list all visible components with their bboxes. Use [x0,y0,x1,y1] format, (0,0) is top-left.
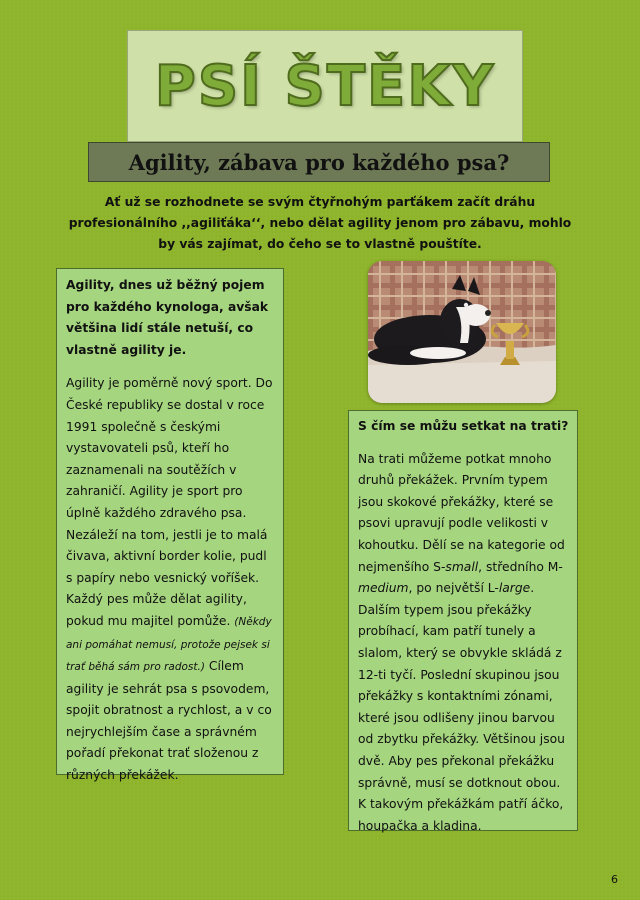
page-number: 6 [611,873,618,886]
article-headline: Agility, zábava pro každého psa? [88,142,550,182]
body-text: Cílem agility je sehrát psa s psovodem, spojit obratnost a rychlost, a v co nejrychlejším čase a správném pořadí překonat trať složenou z různých překážek. [66,659,272,783]
dog-with-trophy-image [368,261,556,403]
right-text-box [348,410,578,831]
body-paragraph [358,449,569,838]
size-large: large [498,581,531,596]
masthead [127,30,523,142]
magazine-title: PSÍ ŠTĚKY [154,53,496,119]
body-paragraph [66,373,275,786]
aside-note: (Někdy ani pomáhat nemusí, protože pejsek si trať běhá sám pro radost.) [66,615,272,674]
body-text: , středního M- [478,559,563,574]
left-text-box [56,268,284,783]
size-small: small [445,559,479,574]
body-text: , po největší L- [408,581,499,596]
dog-photo [368,261,556,403]
body-text: Agility je poměrně nový sport. Do České republiky se dostal v roce 1991 společně s českými vystavovateli psů, kteří ho zaznamenali na soutěžích v zahraničí. Agility je sport pro úplně každého zdravého psa. Nezáleží na tom, jestli je to malá čivava, aktivní border kolie, pudl s papíry nebo vesnický voříšek. Každý pes může dělat agility, pokud mu majitel pomůže. [66,376,273,628]
intro-paragraph: Agility, dnes už běžný pojem pro každého kynologa, avšak většina lidí stále netuší, co vlastně agility je. [66,278,269,357]
article-lead: Ať už se rozhodnete se svým čtyřnohým parťákem začít dráhu profesionálního ,,agiliťáka‘‘, nebo dělat agility jenom pro zábavu, mohlo by vás zajímat, do čeho se to vlastně pouštíte. [68,195,572,251]
size-medium: medium [358,581,409,596]
body-text: . Dalším typem jsou překážky probíhací, kam patří tunely a slalom, který se obvykle skládá z 12-ti tyčí. Poslední skupinou jsou překážky s kontaktními zónami, které jsou odlišeny jinou barvou od zbytku překážky. Většinou jsou dvě. Aby pes překonal překážku správně, musí se dotknout obou. K takovým překážkám patří áčko, houpačka a kladina. [358,581,565,833]
body-text: Na trati můžeme potkat mnoho druhů překážek. Prvním typem jsou skokové překážky, které se psovi upravují podle velikosti v kohoutku. Dělí se na kategorie od nejmenšího S- [358,451,565,574]
section-heading: S čím se můžu setkat na trati? [358,419,569,433]
